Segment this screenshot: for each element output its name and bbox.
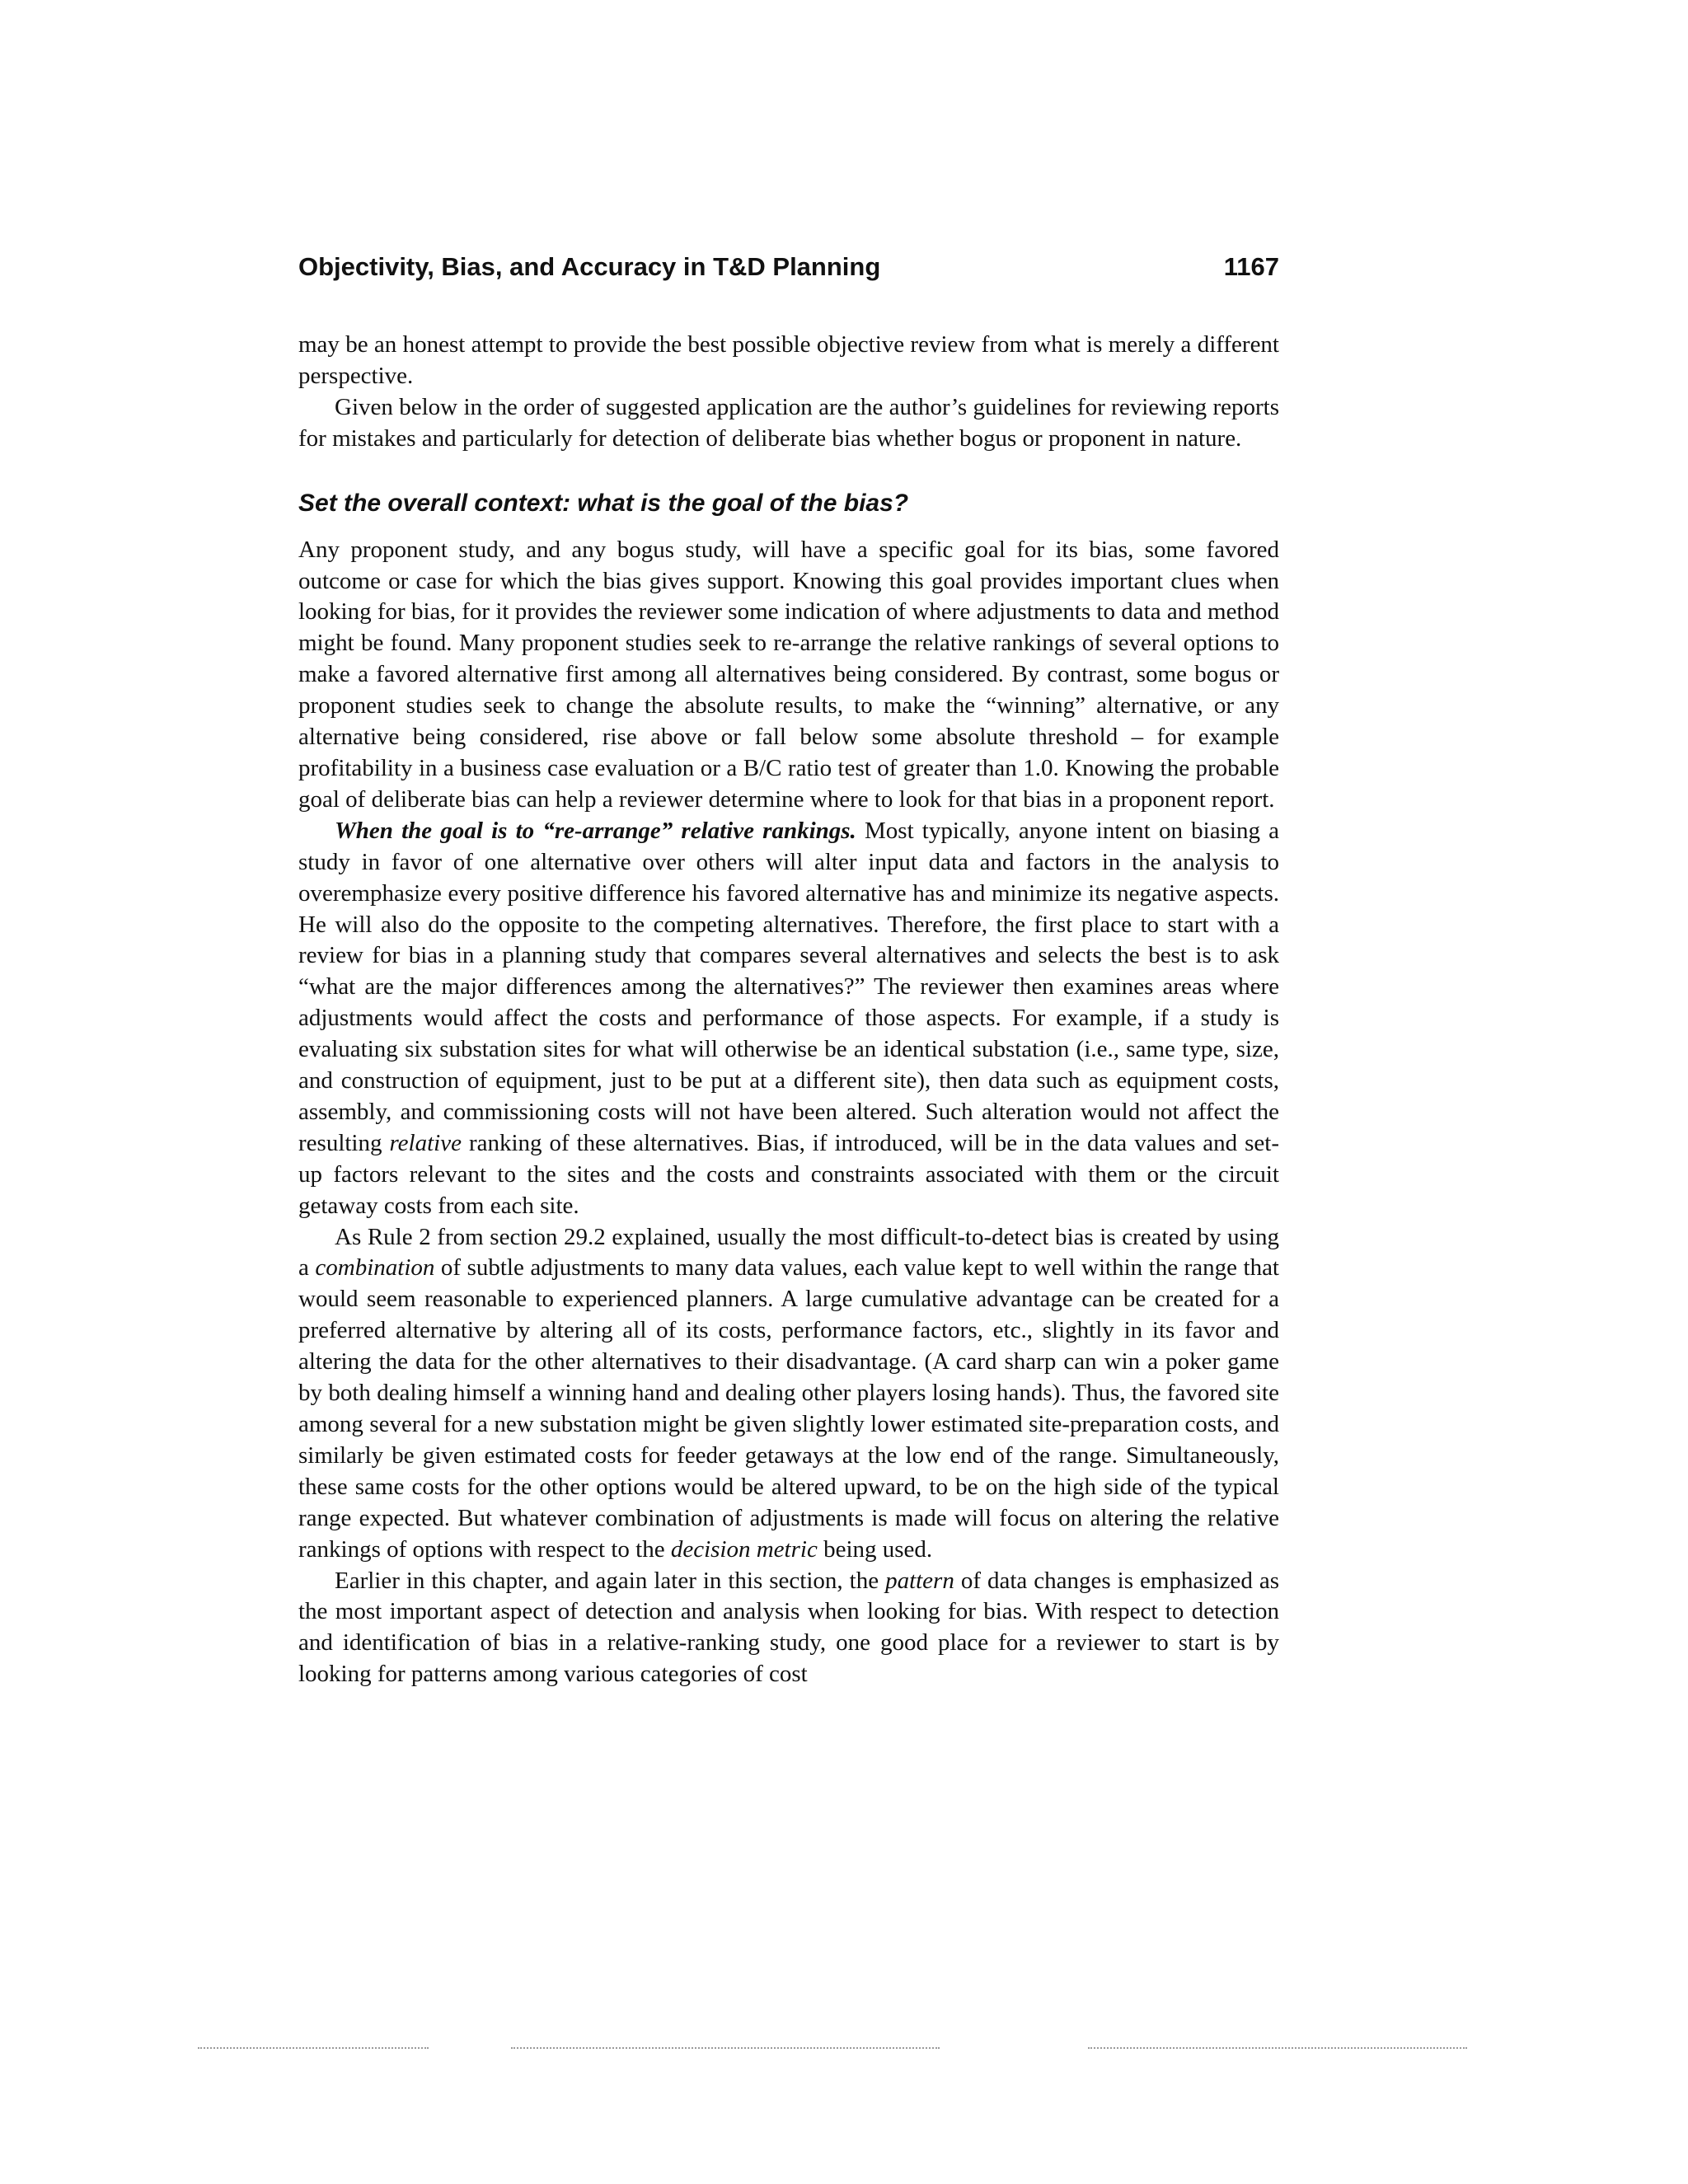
paragraph-5-emphasis: combination — [315, 1254, 435, 1282]
section-heading: Set the overall context: what is the goal of the bias? — [298, 489, 909, 517]
paragraph-5-text: As Rule 2 from section 29.2 explained, usually the most difficult-to-detect bias is created by using a — [298, 1223, 1279, 1282]
page-header — [298, 247, 1279, 287]
scan-artifact-line-right — [1088, 2047, 1467, 2049]
run-in-heading: When the goal is to “re-arrange” relative rankings. — [335, 817, 856, 844]
page-number: 1167 — [1223, 252, 1279, 281]
paragraph-4 — [298, 816, 1279, 1222]
paragraph-2 — [298, 392, 1279, 455]
paragraph-3-text: Any proponent study, and any bogus study, will have a specific goal for its bias, some favored outcome or case for which the bias gives support. Knowing this goal provides important clues when looking for bias, for it provides the reviewer some indication of where adjustments to data and method might be found. Many proponent studies seek to re-arrange the relative rankings of several options to make a favored alternative first among all alternatives being considered. By contrast, some bogus or proponent studies seek to change the absolute results, to make the “winning” alternative, or any alternative being considered, rise above or fall below some absolute threshold – for example profitability in a business case evaluation or a B/C ratio test of greater than 1.0. Knowing the probable goal of deliberate bias can help a reviewer determine where to look for that bias in a proponent report. — [298, 536, 1279, 813]
scan-artifact-line-middle — [511, 2047, 940, 2049]
paragraph-5-text-2: of subtle adjustments to many data values, each value kept to well within the range that would seem reasonable to experienced planners. A large cumulative advantage can be created for a preferred alternative by altering all of its costs, performance factors, etc., slightly in its favor and altering the data for the other alternatives to their disadvantage. (A card sharp can win a poker game by both dealing himself a winning hand and dealing other players losing hands). Thus, the favored site among several for a new substation might be given slightly lower estimated site-preparation costs, and similarly be given estimated costs for feeder getaways at the low end of the range. Simultaneously, these same costs for the other options would be altered upward, to be on the high side of the typical range expected. But whatever combination of adjustments is made will focus on altering the relative rankings of options with respect to the — [298, 1254, 1279, 1563]
paragraph-6-emphasis: pattern — [885, 1567, 954, 1594]
body-text — [298, 330, 1279, 1690]
paragraph-4-emphasis: relative — [389, 1129, 462, 1156]
paragraph-5-text-3: being used. — [823, 1535, 933, 1563]
paragraph-6-text: Earlier in this chapter, and again later in this section, the — [335, 1567, 879, 1594]
paragraph-1-text: may be an honest attempt to provide the best possible objective review from what is merely a different perspective. — [298, 331, 1279, 389]
paragraph-2-text: Given below in the order of suggested application are the author’s guidelines for reviewing reports for mistakes and particularly for detection of deliberate bias whether bogus or proponent in nature. — [298, 393, 1279, 452]
paragraph-6-text-2: of data changes is emphasized as the most important aspect of detection and analysis when looking for bias. With respect to detection and identification of bias in a relative-ranking study, one good place for a reviewer to start is by looking for patterns among various categories of cost — [298, 1567, 1279, 1688]
paragraph-3 — [298, 535, 1279, 816]
running-title: Objectivity, Bias, and Accuracy in T&D Planning — [298, 252, 881, 281]
paragraph-1 — [298, 330, 1279, 392]
paragraph-6 — [298, 1566, 1279, 1691]
paragraph-5-emphasis-2: decision metric — [670, 1535, 818, 1563]
paragraph-4-text: Most typically, anyone intent on biasing a study in favor of one alternative over others will alter input data and factors in the analysis to overemphasize every positive difference his favored alternative has and minimize its negative aspects. He will also do the opposite to the competing alternatives. Therefore, the first place to start with a review for bias in a planning study that compares several alternatives and selects the best is to ask “what are the major differences among the alternatives?” The reviewer then examines areas where adjustments would affect the costs and performance of those aspects. For example, if a study is evaluating six substation sites for what will otherwise be an identical substation (i.e., same type, size, and construction of equipment, just to be put at a different site), then data such as equipment costs, assembly, and commissioning costs will not have been altered. Such alteration would not affect the resulting — [298, 817, 1279, 1156]
paragraph-5 — [298, 1222, 1279, 1566]
paragraph-4-text-2: ranking of these alternatives. Bias, if introduced, will be in the data values and set-up factors relevant to the sites and the costs and constraints associated with them or the circuit getaway costs from each site. — [298, 1129, 1280, 1219]
scan-artifact-line-left — [198, 2047, 429, 2049]
